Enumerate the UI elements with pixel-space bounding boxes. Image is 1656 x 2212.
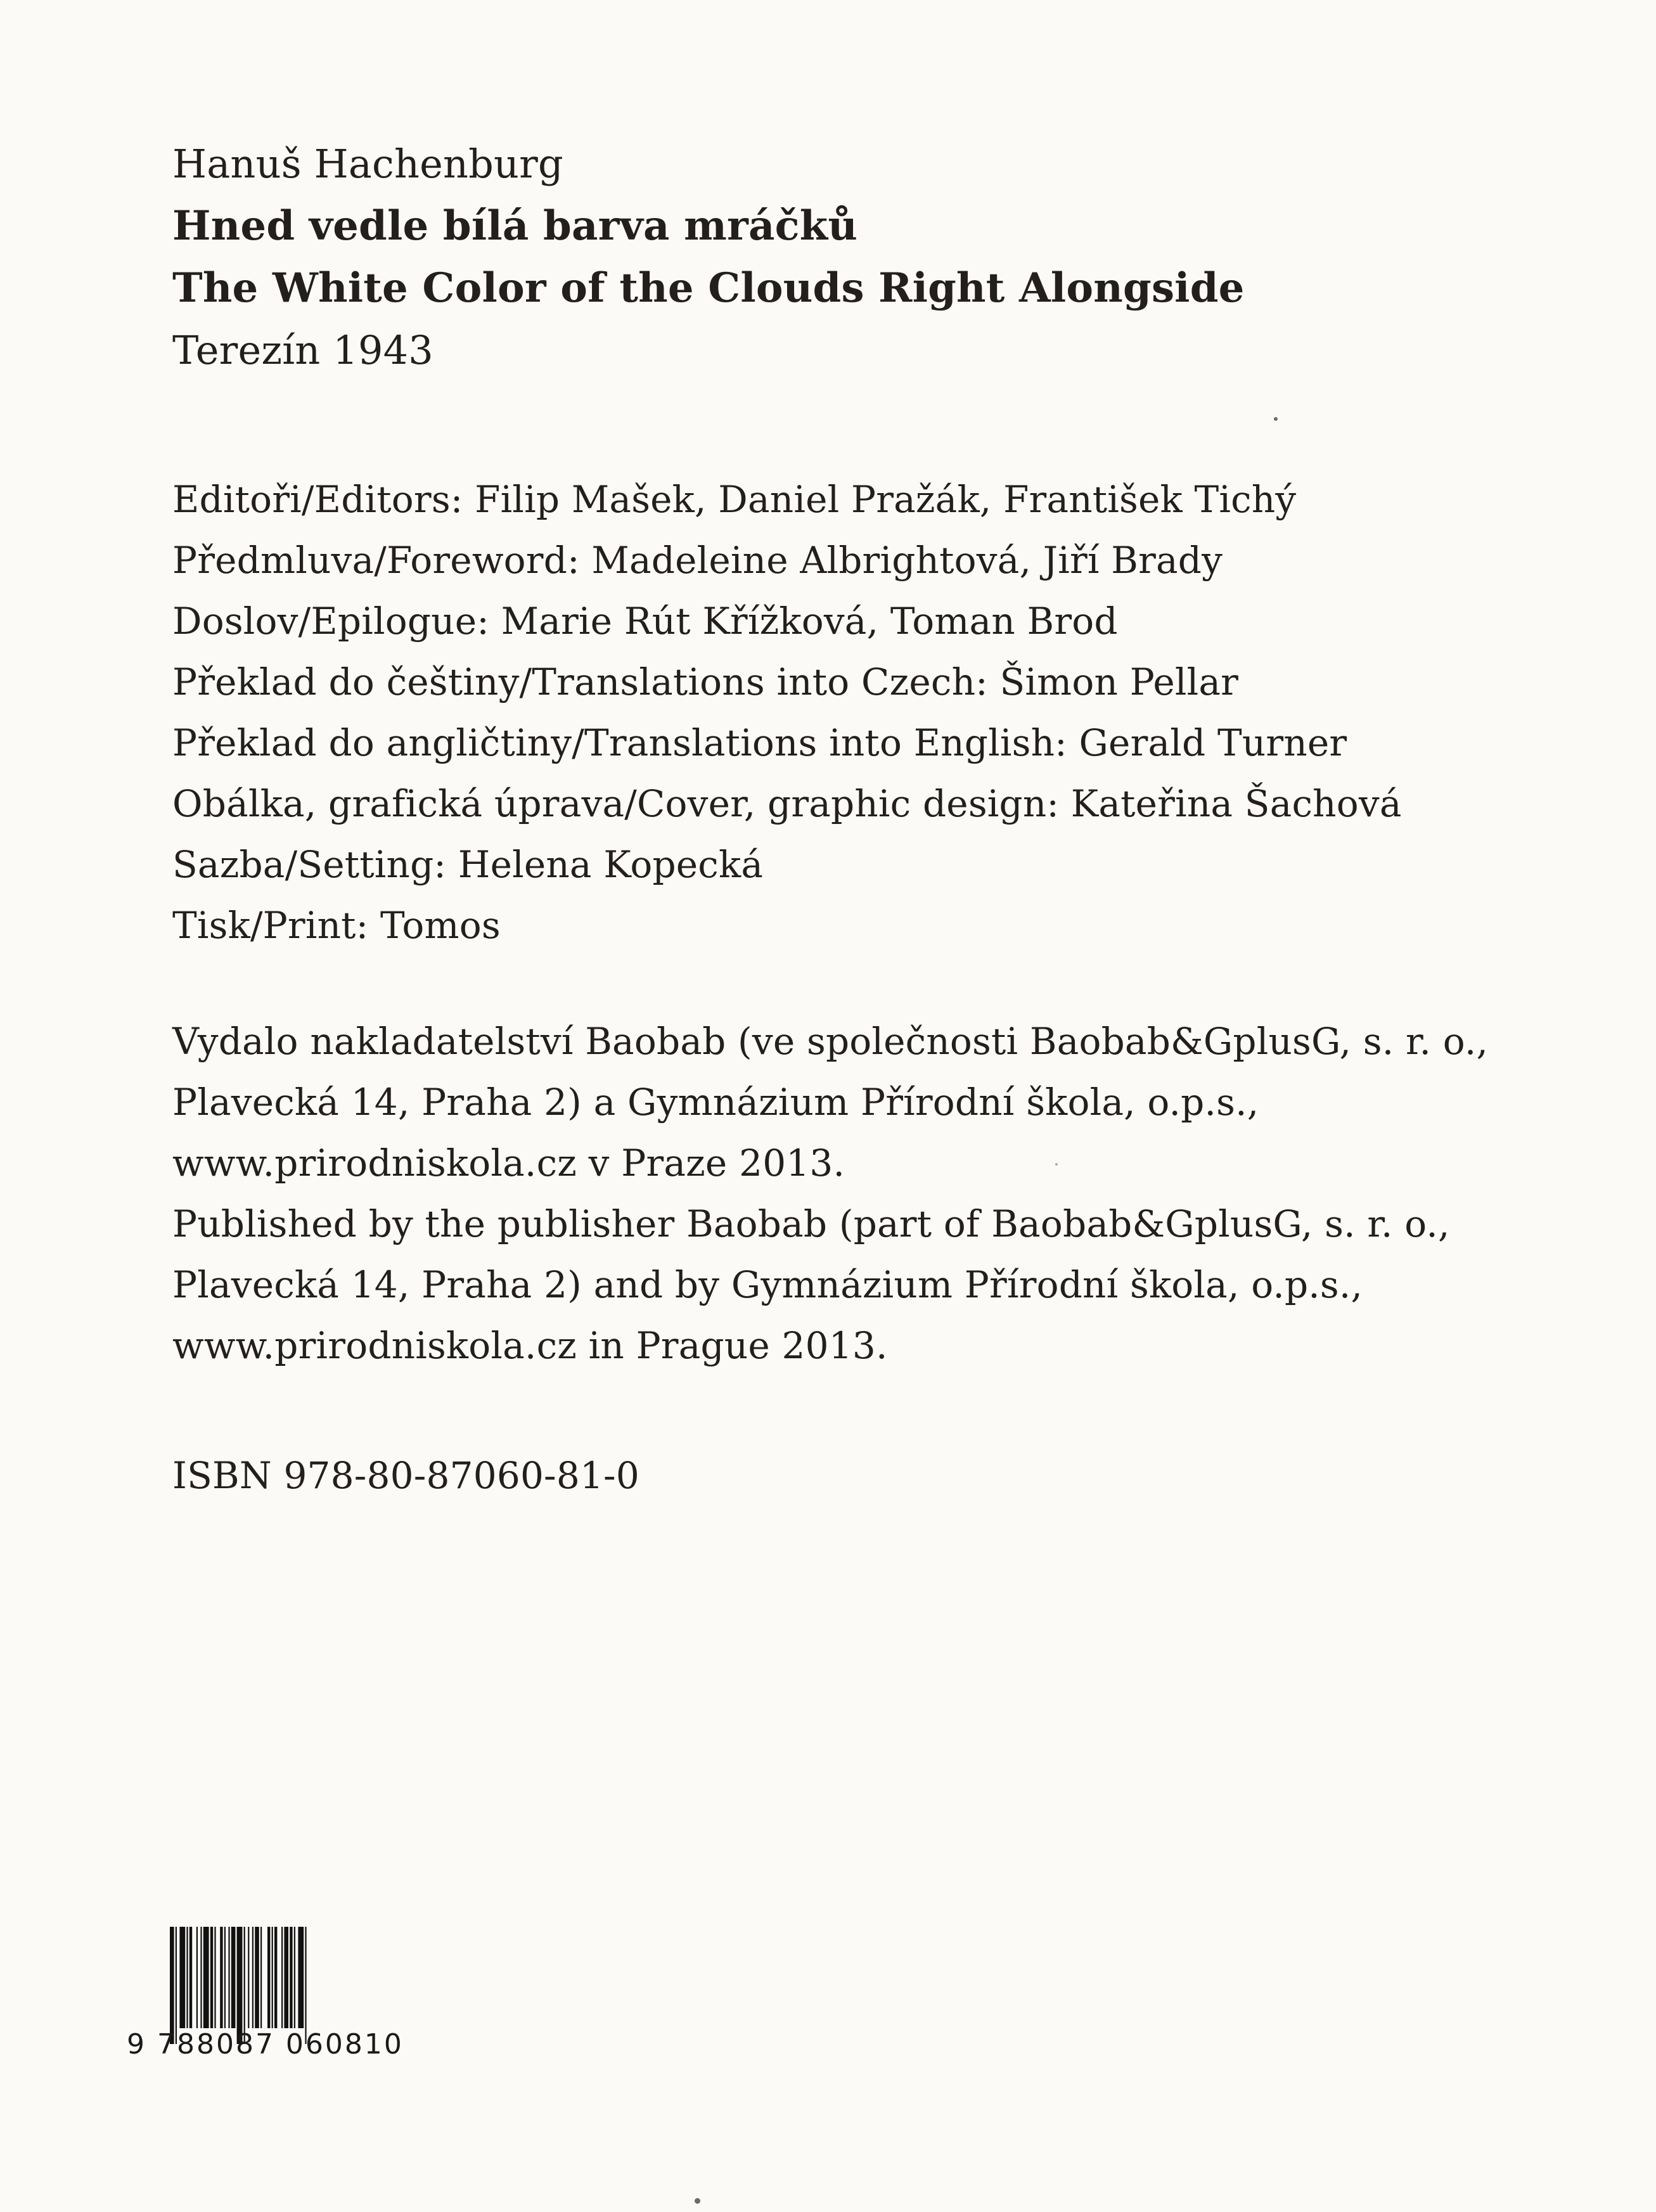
barcode-bar [298,1927,304,2028]
barcode [127,1927,482,2061]
barcode-bar [170,1927,174,2044]
credits-block [172,469,1503,956]
credit-line: Editoři/Editors: Filip Mašek, Daniel Pražák, František Tichý [172,478,1297,521]
publisher-line: Plavecká 14, Praha 2) and by Gymnázium Přírodní škola, o.p.s., [172,1263,1363,1306]
credit-line: Obálka, grafická úprava/Cover, graphic design: Kateřina Šachová [172,782,1402,825]
credit-line: Překlad do češtiny/Translations into Czech: Šimon Pellar [172,660,1239,704]
barcode-bar [210,1927,213,2028]
publisher-line: www.prirodniskola.cz v Praze 2013. [172,1141,845,1185]
barcode-bar [252,1927,254,2028]
barcode-bar [244,1927,245,2044]
barcode-bar [203,1927,209,2028]
credit-line: Předmluva/Foreword: Madeleine Albrightová, Jiří Brady [172,539,1223,582]
barcode-bar [176,1927,177,2044]
barcode-bar [274,1927,277,2028]
barcode-bar [214,1927,215,2028]
credit-line: Doslov/Epilogue: Marie Rút Křížková, Toman Brod [172,600,1118,643]
author-name: Hanuš Hachenburg [172,141,563,187]
credit-line: Sazba/Setting: Helena Kopecká [172,843,764,886]
publisher-line: www.prirodniskola.cz in Prague 2013. [172,1324,888,1367]
publisher-block [172,1011,1503,1376]
barcode-bar [260,1927,262,2028]
credit-line: Tisk/Print: Tomos [172,904,501,947]
isbn-block [172,1445,1503,1506]
barcode-bar [224,1927,226,2028]
barcode-bar [248,1927,249,2028]
barcode-digits: 9 788087 060810 [127,2028,404,2061]
barcode-bar [237,1927,243,2044]
publisher-line: Published by the publisher Baobab (part of Baobab&GplusG, s. r. o., [172,1202,1450,1245]
barcode-bar [186,1927,188,2028]
barcode-bar [189,1927,192,2028]
isbn-number: ISBN 978-80-87060-81-0 [172,1454,639,1497]
paper-speck [695,2198,700,2204]
credit-line: Překlad do angličtiny/Translations into English: Gerald Turner [172,721,1347,764]
barcode-bar [305,1927,306,2044]
barcode-bar [272,1927,273,2028]
title-czech: Hned vedle bílá barva mráčků [172,202,858,250]
barcode-bar [200,1927,202,2028]
paper-speck [1274,417,1278,421]
title-block [172,133,1503,382]
barcode-bar [284,1927,288,2028]
publisher-line: Vydalo nakladatelství Baobab (ve společnosti Baobab&GplusG, s. r. o., [172,1020,1489,1063]
barcode-bar [290,1927,292,2028]
barcode-bar [228,1927,229,2028]
barcode-bar [255,1927,259,2028]
title-english: The White Color of the Clouds Right Alongside [172,264,1245,312]
barcode-bar [231,1927,236,2028]
place-year: Terezín 1943 [172,327,433,373]
barcode-bar [220,1927,222,2028]
barcode-bar [267,1927,270,2028]
barcode-bar [179,1927,185,2028]
barcode-bar [196,1927,198,2028]
barcode-bar [281,1927,283,2028]
publisher-line: Plavecká 14, Praha 2) a Gymnázium Přírodní škola, o.p.s., [172,1081,1259,1124]
paper-speck [1055,1163,1058,1166]
barcode-bar [294,1927,295,2028]
